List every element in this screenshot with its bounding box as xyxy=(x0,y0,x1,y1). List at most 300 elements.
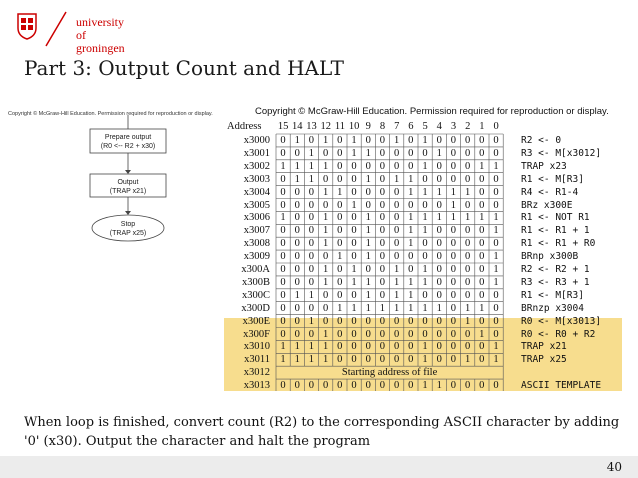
bit-cell: 1 xyxy=(294,289,300,301)
bit-cell: 0 xyxy=(464,225,471,237)
bit-cell: 0 xyxy=(493,328,499,340)
bit-cell: 0 xyxy=(422,328,428,340)
bit-cell: 1 xyxy=(322,328,329,340)
bit-cell: 1 xyxy=(464,186,471,198)
bit-cell: 0 xyxy=(351,160,357,172)
bit-cell: 0 xyxy=(450,276,457,288)
bit-cell: 1 xyxy=(337,302,343,314)
bit-cell: 0 xyxy=(294,225,300,237)
bit-cell: 1 xyxy=(422,186,428,198)
bit-cell: 0 xyxy=(294,264,300,275)
bit-cell: 0 xyxy=(393,212,400,224)
flow-box-prepare-line2: (R0 <-- R2 + x30) xyxy=(100,143,156,150)
bit-cell: 1 xyxy=(464,315,471,327)
bit-cell: 0 xyxy=(436,341,442,353)
bit-cell: 1 xyxy=(422,212,428,224)
bit-cell: 0 xyxy=(422,315,428,327)
bit-cell: 1 xyxy=(365,147,371,159)
assembly-text: TRAP x23 xyxy=(521,160,567,172)
bit-cell: 0 xyxy=(450,147,457,159)
bit-cell: 1 xyxy=(393,173,400,185)
bit-cell: 0 xyxy=(322,302,329,314)
university-line-2: groningen xyxy=(76,41,125,55)
bit-cell: 0 xyxy=(379,186,386,198)
bit-cell: 1 xyxy=(294,173,300,185)
bit-cell: 1 xyxy=(393,289,400,301)
bit-cell: 1 xyxy=(493,251,499,263)
bit-cell: 0 xyxy=(479,380,485,392)
bit-cell: 0 xyxy=(379,264,386,275)
bit-cell: 1 xyxy=(408,186,414,198)
bit-cell: 0 xyxy=(308,212,315,224)
row-address: x3011 xyxy=(244,354,270,366)
bit-cell: 1 xyxy=(351,147,357,159)
bit-cell: 1 xyxy=(365,276,371,288)
bit-cell: 1 xyxy=(422,225,428,237)
bit-cell: 0 xyxy=(436,328,442,340)
bit-header: 10 xyxy=(348,121,360,132)
bit-cell: 0 xyxy=(464,289,471,301)
bit-cell: 0 xyxy=(493,199,499,211)
bit-header: 1 xyxy=(479,121,485,132)
flow-arrow-1 xyxy=(125,170,131,174)
bit-header: 13 xyxy=(306,121,317,132)
bit-header: 6 xyxy=(408,121,414,132)
bit-cell: 0 xyxy=(464,173,471,185)
bit-cell: 1 xyxy=(422,160,428,172)
bit-cell: 1 xyxy=(280,160,286,172)
bit-cell: 0 xyxy=(479,173,485,185)
bit-cell: 0 xyxy=(280,173,286,185)
bit-cell: 0 xyxy=(393,380,400,392)
bit-cell: 0 xyxy=(436,264,442,275)
bit-cell: 1 xyxy=(436,302,442,314)
bit-cell: 0 xyxy=(422,289,428,301)
bit-cell: 0 xyxy=(379,328,386,340)
address-header: Address xyxy=(227,121,262,132)
bit-cell: 0 xyxy=(450,328,457,340)
bit-cell: 0 xyxy=(294,238,300,250)
bit-cell: 0 xyxy=(294,147,300,159)
flow-stop-line2: (TRAP x25) xyxy=(109,230,147,237)
bit-cell: 1 xyxy=(422,302,428,314)
bit-cell: 0 xyxy=(294,380,300,392)
bit-cell: 1 xyxy=(450,199,457,211)
bit-header: 14 xyxy=(292,121,303,132)
bit-cell: 0 xyxy=(322,147,329,159)
bit-cell: 1 xyxy=(322,341,329,353)
bit-cell: 1 xyxy=(393,135,400,146)
assembly-text: R1 <- NOT R1 xyxy=(521,212,590,224)
bit-cell: 1 xyxy=(308,160,315,172)
assembly-text: R1 <- M[R3] xyxy=(521,173,584,185)
bit-cell: 1 xyxy=(351,199,357,211)
bit-cell: 0 xyxy=(351,354,357,366)
bit-cell: 0 xyxy=(379,238,386,250)
page-number: 40 xyxy=(606,460,622,474)
row-address: x3004 xyxy=(243,186,270,198)
bit-cell: 0 xyxy=(393,354,400,366)
bit-cell: 1 xyxy=(422,135,428,146)
bit-cell: 0 xyxy=(379,276,386,288)
bit-cell: 0 xyxy=(351,289,357,301)
bit-cell: 1 xyxy=(422,341,428,353)
bit-cell: 1 xyxy=(322,276,329,288)
bit-cell: 0 xyxy=(464,135,471,146)
bit-cell: 1 xyxy=(422,354,428,366)
bit-cell: 0 xyxy=(464,276,471,288)
bit-cell: 0 xyxy=(450,225,457,237)
bit-cell: 0 xyxy=(280,264,286,275)
bit-cell: 0 xyxy=(351,173,357,185)
row-address: x300A xyxy=(241,264,270,275)
bit-cell: 1 xyxy=(422,276,428,288)
bit-cell: 0 xyxy=(450,173,457,185)
assembly-text: BRnp x300B xyxy=(521,251,579,263)
bit-cell: 0 xyxy=(408,147,414,159)
bit-cell: 0 xyxy=(308,251,315,263)
bit-cell: 0 xyxy=(408,199,414,211)
bit-cell: 1 xyxy=(322,264,329,275)
bit-header: 3 xyxy=(450,121,457,132)
bit-header: 5 xyxy=(422,121,428,132)
bit-cell: 0 xyxy=(450,341,457,353)
bit-cell: 0 xyxy=(280,328,286,340)
bit-cell: 0 xyxy=(351,212,357,224)
bit-cell: 0 xyxy=(479,225,485,237)
bit-cell: 1 xyxy=(479,302,485,314)
bit-cell: 1 xyxy=(408,289,414,301)
bit-cell: 1 xyxy=(436,147,442,159)
bit-cell: 0 xyxy=(479,276,485,288)
bit-cell: 0 xyxy=(322,173,329,185)
bit-cell: 0 xyxy=(450,302,457,314)
bit-cell: 0 xyxy=(436,199,442,211)
bit-cell: 0 xyxy=(408,354,414,366)
bit-cell: 0 xyxy=(479,199,485,211)
bit-cell: 0 xyxy=(436,238,442,250)
assembly-text: TRAP x21 xyxy=(521,341,567,353)
bit-cell: 1 xyxy=(322,212,329,224)
assembly-text: ASCII TEMPLATE xyxy=(521,380,602,392)
bit-cell: 0 xyxy=(322,315,329,327)
row-address: x300F xyxy=(243,328,270,340)
row-address: x3001 xyxy=(243,147,270,159)
bit-cell: 1 xyxy=(365,225,371,237)
bit-cell: 0 xyxy=(436,160,442,172)
bit-cell: 1 xyxy=(464,354,471,366)
bit-cell: 1 xyxy=(365,173,371,185)
bit-cell: 0 xyxy=(280,251,286,263)
bit-cell: 0 xyxy=(337,212,343,224)
assembly-text: R0 <- M[x3013] xyxy=(521,315,602,327)
bit-cell: 0 xyxy=(379,354,386,366)
bit-cell: 1 xyxy=(294,341,300,353)
bit-cell: 0 xyxy=(280,315,286,327)
bit-cell: 0 xyxy=(408,328,414,340)
bit-cell: 1 xyxy=(479,328,485,340)
bit-cell: 1 xyxy=(422,264,428,275)
bit-header: 2 xyxy=(465,121,471,132)
bit-cell: 0 xyxy=(379,380,386,392)
bit-cell: 1 xyxy=(493,341,499,353)
bit-cell: 0 xyxy=(493,186,499,198)
bit-cell: 0 xyxy=(337,289,343,301)
bit-cell: 1 xyxy=(351,135,357,146)
bit-cell: 0 xyxy=(464,238,471,250)
bit-cell: 0 xyxy=(493,238,499,250)
bit-cell: 1 xyxy=(294,354,300,366)
bit-cell: 0 xyxy=(308,186,315,198)
bit-cell: 0 xyxy=(308,238,315,250)
bit-cell: 0 xyxy=(294,276,300,288)
assembly-text: BRnzp x3004 xyxy=(521,302,584,314)
bit-cell: 1 xyxy=(322,354,329,366)
bit-cell: 0 xyxy=(479,354,485,366)
bit-cell: 0 xyxy=(280,147,286,159)
assembly-text: R3 <- R3 + 1 xyxy=(521,276,590,288)
bit-cell: 0 xyxy=(436,225,442,237)
bit-cell: 0 xyxy=(422,199,428,211)
assembly-text: R3 <- M[x3012] xyxy=(521,147,602,159)
bit-header: 11 xyxy=(334,121,345,132)
bit-cell: 0 xyxy=(450,289,457,301)
bit-cell: 1 xyxy=(322,225,329,237)
bit-cell: 0 xyxy=(337,135,343,146)
bit-cell: 0 xyxy=(393,328,400,340)
bit-header: 8 xyxy=(379,121,386,132)
bit-cell: 1 xyxy=(408,173,414,185)
row-address: x3000 xyxy=(243,135,270,146)
row-address: x3003 xyxy=(243,173,270,185)
bit-cell: 1 xyxy=(493,276,499,288)
assembly-text: R1 <- M[R3] xyxy=(521,289,584,301)
bit-cell: 1 xyxy=(280,341,286,353)
bit-cell: 1 xyxy=(493,264,499,275)
bit-cell: 0 xyxy=(436,354,442,366)
bit-cell: 0 xyxy=(479,251,485,263)
bit-cell: 1 xyxy=(479,212,485,224)
row-address: x3009 xyxy=(243,251,270,263)
bit-cell: 0 xyxy=(464,199,471,211)
bit-cell: 0 xyxy=(337,315,343,327)
bit-cell: 1 xyxy=(351,264,357,275)
bit-cell: 1 xyxy=(408,212,414,224)
bit-cell: 0 xyxy=(337,160,343,172)
bit-cell: 1 xyxy=(365,212,371,224)
bit-cell: 0 xyxy=(464,264,471,275)
row-address: x3007 xyxy=(243,225,270,237)
bit-cell: 0 xyxy=(308,264,315,275)
bit-header: 4 xyxy=(436,121,442,132)
bit-cell: 0 xyxy=(337,225,343,237)
bit-cell: 0 xyxy=(351,238,357,250)
bit-cell: 1 xyxy=(351,302,357,314)
bit-cell: 0 xyxy=(379,289,386,301)
bit-cell: 0 xyxy=(365,135,371,146)
assembly-text: R1 <- R1 + 1 xyxy=(521,225,590,237)
bit-cell: 1 xyxy=(365,289,371,301)
bit-cell: 1 xyxy=(450,212,457,224)
bit-cell: 0 xyxy=(479,264,485,275)
bit-cell: 0 xyxy=(479,186,485,198)
bit-cell: 1 xyxy=(365,238,371,250)
bit-header: 9 xyxy=(365,121,371,132)
bit-cell: 0 xyxy=(422,147,428,159)
flowchart-copyright: Copyright © McGraw-Hill Education. Permission required for reproduction or display. xyxy=(8,111,213,117)
flow-arrow-2 xyxy=(125,211,131,215)
bit-cell: 1 xyxy=(393,264,400,275)
bit-cell: 0 xyxy=(351,380,357,392)
row-address: x3006 xyxy=(243,212,270,224)
bit-cell: 1 xyxy=(365,251,371,263)
bit-cell: 0 xyxy=(408,264,414,275)
bit-cell: 1 xyxy=(365,302,371,314)
bit-cell: 0 xyxy=(450,380,457,392)
table-copyright: Copyright © McGraw-Hill Education. Permission required for reproduction or display. xyxy=(255,106,609,117)
bit-cell: 1 xyxy=(493,212,499,224)
university-name xyxy=(76,16,126,55)
bit-cell: 0 xyxy=(493,147,499,159)
bit-cell: 0 xyxy=(280,302,286,314)
bit-cell: 0 xyxy=(351,251,357,263)
bit-cell: 0 xyxy=(479,341,485,353)
bit-cell: 1 xyxy=(493,225,499,237)
flow-stop xyxy=(92,215,164,241)
bit-cell: 0 xyxy=(408,315,414,327)
bit-cell: 0 xyxy=(294,315,300,327)
bit-cell: 0 xyxy=(308,328,315,340)
page-bar xyxy=(0,456,638,478)
flow-box-output-line1: Output xyxy=(117,179,139,186)
bit-cell: 0 xyxy=(365,328,371,340)
bit-cell: 0 xyxy=(450,238,457,250)
slide-caption: When loop is finished, convert count (R2) to the corresponding ASCII character by adding '0' (x30). Output the character and halt the program xyxy=(24,415,620,449)
bit-cell: 0 xyxy=(379,147,386,159)
bit-cell: 0 xyxy=(280,225,286,237)
bit-cell: 0 xyxy=(393,160,400,172)
bit-cell: 0 xyxy=(337,328,343,340)
bit-cell: 0 xyxy=(479,289,485,301)
bit-cell: 1 xyxy=(393,276,400,288)
row-address: x3013 xyxy=(243,380,270,392)
assembly-text: R2 <- R2 + 1 xyxy=(521,264,590,275)
bit-cell: 0 xyxy=(337,276,343,288)
bit-cell: 0 xyxy=(436,315,442,327)
bit-cell: 0 xyxy=(393,341,400,353)
bit-cell: 0 xyxy=(464,341,471,353)
bit-cell: 1 xyxy=(479,160,485,172)
assembly-text: R0 <- R0 + R2 xyxy=(521,328,596,340)
bit-cell: 0 xyxy=(450,354,457,366)
bit-cell: 0 xyxy=(308,302,315,314)
bit-cell: 0 xyxy=(308,199,315,211)
bit-cell: 0 xyxy=(294,302,300,314)
bit-cell: 0 xyxy=(280,135,286,146)
logo-slash-icon xyxy=(40,10,70,50)
bit-cell: 0 xyxy=(351,315,357,327)
bit-cell: 1 xyxy=(322,238,329,250)
bit-cell: 1 xyxy=(308,289,315,301)
bit-cell: 0 xyxy=(393,147,400,159)
bit-cell: 0 xyxy=(365,315,371,327)
flow-stop-line1: Stop xyxy=(120,221,136,228)
bit-cell: 0 xyxy=(308,276,315,288)
bit-cell: 1 xyxy=(493,160,499,172)
bit-cell: 0 xyxy=(308,380,315,392)
bit-cell: 1 xyxy=(322,186,329,198)
bit-cell: 1 xyxy=(308,341,315,353)
bit-cell: 1 xyxy=(464,302,471,314)
bit-cell: 1 xyxy=(337,186,343,198)
bit-cell: 0 xyxy=(493,135,499,146)
bit-cell: 0 xyxy=(450,315,457,327)
bit-cell: 0 xyxy=(379,160,386,172)
bit-cell: 0 xyxy=(464,160,471,172)
assembly-text: R1 <- R1 + R0 xyxy=(521,238,596,250)
bit-cell: 1 xyxy=(308,315,315,327)
bit-cell: 1 xyxy=(464,212,471,224)
bit-cell: 0 xyxy=(479,315,485,327)
bit-cell: 0 xyxy=(479,238,485,250)
bit-cell: 1 xyxy=(337,251,343,263)
bit-cell: 0 xyxy=(337,264,343,275)
bit-cell: 0 xyxy=(351,186,357,198)
bit-cell: 1 xyxy=(408,238,414,250)
bit-header: 0 xyxy=(493,121,499,132)
bit-cell: 0 xyxy=(493,302,499,314)
bit-cell: 0 xyxy=(436,276,442,288)
bit-cell: 1 xyxy=(408,225,414,237)
bit-header: 7 xyxy=(394,121,400,132)
bit-cell: 0 xyxy=(393,199,400,211)
bit-cell: 0 xyxy=(436,289,442,301)
bit-cell: 0 xyxy=(464,251,471,263)
bit-cell: 1 xyxy=(280,354,286,366)
assembly-text: BRz x300E xyxy=(521,199,573,211)
bit-cell: 0 xyxy=(280,199,286,211)
bit-cell: 0 xyxy=(450,135,457,146)
bit-cell: 0 xyxy=(365,199,371,211)
bit-cell: 0 xyxy=(379,341,386,353)
bit-cell: 0 xyxy=(450,264,457,275)
row-address: x3002 xyxy=(243,160,270,172)
bit-cell: 0 xyxy=(379,173,386,185)
university-logo xyxy=(16,10,126,55)
bit-cell: 0 xyxy=(337,199,343,211)
bit-cell: 0 xyxy=(337,354,343,366)
bit-cell: 0 xyxy=(365,341,371,353)
bit-cell: 0 xyxy=(379,135,386,146)
bit-cell: 0 xyxy=(408,160,414,172)
bit-cell: 0 xyxy=(294,251,300,263)
bit-cell: 1 xyxy=(351,276,357,288)
flow-box-output-line2: (TRAP x21) xyxy=(109,188,147,195)
bit-cell: 0 xyxy=(436,251,442,263)
bit-cell: 0 xyxy=(379,199,386,211)
bit-cell: 0 xyxy=(464,328,471,340)
bit-cell: 1 xyxy=(322,135,329,146)
row-address: x300E xyxy=(242,315,270,327)
bit-cell: 0 xyxy=(450,160,457,172)
bit-cell: 0 xyxy=(408,251,414,263)
bit-cell: 0 xyxy=(422,238,428,250)
bit-cell: 1 xyxy=(308,354,315,366)
bit-cell: 0 xyxy=(337,173,343,185)
bit-cell: 0 xyxy=(393,315,400,327)
university-line-1: university of xyxy=(76,15,124,42)
bit-cell: 0 xyxy=(322,251,329,263)
